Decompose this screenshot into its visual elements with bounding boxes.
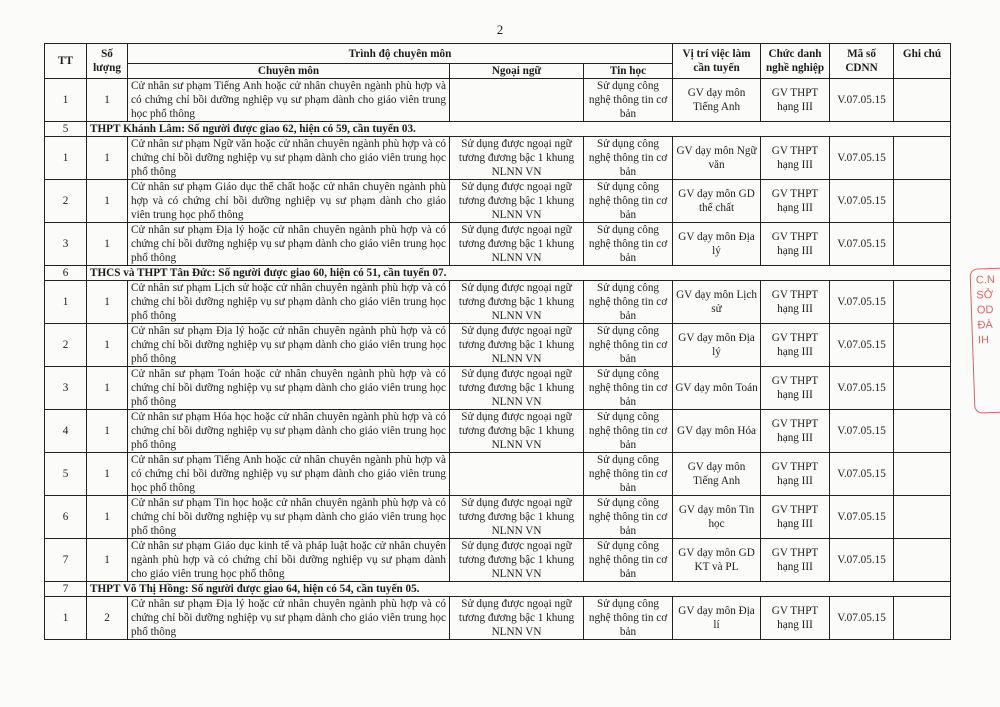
cell-so-luong: 1 [87,137,128,180]
cell-ngoai-ngu: Sử dụng được ngoại ngữ tương đương bậc 1 khung NLNN VN [450,223,584,266]
cell-tt: 3 [45,223,87,266]
cell-vi-tri: GV dạy môn GD thể chất [673,180,761,223]
cell-tin-hoc: Sử dụng công nghệ thông tin cơ bản [584,367,673,410]
cell-ngoai-ngu: Sử dụng được ngoại ngữ tương đương bậc 1 khung NLNN VN [450,367,584,410]
cell-ngoai-ngu: Sử dụng được ngoại ngữ tương đương bậc 1 khung NLNN VN [450,539,584,582]
cell-tin-hoc: Sử dụng công nghệ thông tin cơ bản [584,137,673,180]
cell-tt: 7 [45,539,87,582]
cell-vi-tri: GV dạy môn Tin học [673,496,761,539]
cell-chuc-danh: GV THPT hạng III [761,223,830,266]
cell-tt: 1 [45,281,87,324]
cell-so-luong: 1 [87,453,128,496]
cell-ngoai-ngu: Sử dụng được ngoại ngữ tương đương bậc 1 khung NLNN VN [450,496,584,539]
cell-chuc-danh: GV THPT hạng III [761,453,830,496]
cell-ma-so: V.07.05.15 [830,180,894,223]
cell-tin-hoc: Sử dụng công nghệ thông tin cơ bản [584,453,673,496]
cell-tt: 5 [45,453,87,496]
cell-chuyen-mon: Cử nhân sư phạm Ngữ văn hoặc cử nhân chuyên ngành phù hợp và có chứng chỉ bồi dưỡng nghiệp vụ sư phạm dành cho giáo viên trung học phổ thông [128,137,450,180]
section-title: THPT Khánh Lâm: Số người được giao 62, hiện có 59, cần tuyển 03. [87,122,951,137]
cell-chuyen-mon: Cử nhân sư phạm Địa lý hoặc cử nhân chuyên ngành phù hợp và có chứng chỉ bồi dưỡng nghiệp vụ sư phạm dành cho giáo viên trung học phổ thông [128,597,450,640]
cell-vi-tri: GV dạy môn Tiếng Anh [673,79,761,122]
cell-tin-hoc: Sử dụng công nghệ thông tin cơ bản [584,324,673,367]
cell-chuc-danh: GV THPT hạng III [761,597,830,640]
cell-chuyen-mon: Cử nhân sư phạm Địa lý hoặc cử nhân chuyên ngành phù hợp và có chứng chỉ bồi dưỡng nghiệp vụ sư phạm dành cho giáo viên trung học phổ thông [128,324,450,367]
cell-so-luong: 1 [87,496,128,539]
cell-ma-so: V.07.05.15 [830,496,894,539]
header-chuc-danh: Chức danh nghề nghiệp [761,44,830,79]
cell-so-luong: 1 [87,79,128,122]
cell-chuyen-mon: Cử nhân sư phạm Hóa học hoặc cử nhân chuyên ngành phù hợp và có chứng chỉ bồi dưỡng nghiệp vụ sư phạm dành cho giáo viên trung học phổ thông [128,410,450,453]
header-ghi-chu: Ghi chú [894,44,951,79]
header-tin-hoc: Tin học [584,64,673,79]
cell-chuc-danh: GV THPT hạng III [761,281,830,324]
cell-so-luong: 1 [87,367,128,410]
cell-chuyen-mon: Cử nhân sư phạm Địa lý hoặc cử nhân chuyên ngành phù hợp và có chứng chỉ bồi dưỡng nghiệp vụ sư phạm dành cho giáo viên trung học phổ thông [128,223,450,266]
header-vi-tri: Vị trí việc làm cần tuyển [673,44,761,79]
cell-ngoai-ngu: Sử dụng được ngoại ngữ tương đương bậc 1 khung NLNN VN [450,137,584,180]
header-ma-so: Mã số CDNN [830,44,894,79]
section-row [45,582,951,597]
cell-ghi-chu [894,180,951,223]
cell-ma-so: V.07.05.15 [830,79,894,122]
cell-tt: 1 [45,79,87,122]
cell-ghi-chu [894,496,951,539]
cell-ngoai-ngu: Sử dụng được ngoại ngữ tương đương bậc 1 khung NLNN VN [450,410,584,453]
cell-ma-so: V.07.05.15 [830,453,894,496]
cell-ghi-chu [894,410,951,453]
cell-ma-so: V.07.05.15 [830,410,894,453]
cell-ma-so: V.07.05.15 [830,597,894,640]
cell-so-luong: 1 [87,180,128,223]
cell-vi-tri: GV dạy môn Lịch sử [673,281,761,324]
cell-tt: 1 [45,597,87,640]
cell-chuyen-mon: Cử nhân sư phạm Toán hoặc cử nhân chuyên ngành phù hợp và có chứng chỉ bồi dưỡng nghiệp vụ sư phạm dành cho giáo viên trung học phổ thông [128,367,450,410]
cell-vi-tri: GV dạy môn Địa lý [673,324,761,367]
cell-tin-hoc: Sử dụng công nghệ thông tin cơ bản [584,79,673,122]
cell-ngoai-ngu: Sử dụng được ngoại ngữ tương đương bậc 1 khung NLNN VN [450,180,584,223]
cell-chuyen-mon: Cử nhân sư phạm Giáo dục thể chất hoặc cử nhân chuyên ngành phù hợp và có chứng chỉ bồi dưỡng nghiệp vụ sư phạm dành cho giáo viên trung học phổ thông [128,180,450,223]
table-row [45,79,951,122]
cell-so-luong: 1 [87,539,128,582]
cell-ghi-chu [894,597,951,640]
cell-vi-tri: GV dạy môn Địa lí [673,597,761,640]
cell-tin-hoc: Sử dụng công nghệ thông tin cơ bản [584,496,673,539]
section-title: THPT Võ Thị Hồng: Số người được giao 64, hiện có 54, cần tuyển 05. [87,582,951,597]
cell-ngoai-ngu: Sử dụng được ngoại ngữ tương đương bậc 1 khung NLNN VN [450,597,584,640]
cell-chuc-danh: GV THPT hạng III [761,137,830,180]
cell-tt: 2 [45,324,87,367]
section-row [45,122,951,137]
cell-tt: 2 [45,180,87,223]
header-ngoai-ngu: Ngoại ngữ [450,64,584,79]
section-number: 6 [45,266,87,281]
table-row [45,324,951,367]
table-row [45,223,951,266]
cell-ma-so: V.07.05.15 [830,281,894,324]
cell-chuyen-mon: Cử nhân sư phạm Lịch sử hoặc cử nhân chuyên ngành phù hợp và có chứng chỉ bồi dưỡng nghiệp vụ sư phạm dành cho giáo viên trung học phổ thông [128,281,450,324]
cell-so-luong: 1 [87,223,128,266]
cell-chuyen-mon: Cử nhân sư phạm Giáo dục kinh tế và pháp luật hoặc cử nhân chuyên ngành phù hợp và có chứng chỉ bồi dưỡng nghiệp vụ sư phạm dành cho giáo viên trung học phổ thông [128,539,450,582]
header-so-luong: Số lượng [87,44,128,79]
cell-chuc-danh: GV THPT hạng III [761,539,830,582]
cell-chuyen-mon: Cử nhân sư phạm Tiếng Anh hoặc cử nhân chuyên ngành phù hợp và có chứng chỉ bồi dưỡng nghiệp vụ sư phạm dành cho giáo viên trung học phổ thông [128,453,450,496]
cell-tin-hoc: Sử dụng công nghệ thông tin cơ bản [584,223,673,266]
cell-ghi-chu [894,281,951,324]
cell-ghi-chu [894,79,951,122]
cell-ma-so: V.07.05.15 [830,367,894,410]
red-stamp: C.N SỞ OD ĐÀ IH [969,267,1000,413]
table-row [45,496,951,539]
table-row [45,281,951,324]
cell-so-luong: 2 [87,597,128,640]
table-row [45,180,951,223]
cell-tt: 3 [45,367,87,410]
cell-chuc-danh: GV THPT hạng III [761,79,830,122]
section-row [45,266,951,281]
table-row [45,539,951,582]
cell-ma-so: V.07.05.15 [830,223,894,266]
table-row [45,367,951,410]
cell-vi-tri: GV dạy môn Ngữ văn [673,137,761,180]
recruitment-table [44,43,951,640]
cell-vi-tri: GV dạy môn GD KT và PL [673,539,761,582]
cell-so-luong: 1 [87,410,128,453]
table-row [45,597,951,640]
section-title: THCS và THPT Tân Đức: Số người được giao 60, hiện có 51, cần tuyển 07. [87,266,951,281]
cell-ngoai-ngu [450,453,584,496]
cell-ghi-chu [894,137,951,180]
cell-vi-tri: GV dạy môn Tiếng Anh [673,453,761,496]
cell-chuc-danh: GV THPT hạng III [761,324,830,367]
cell-chuc-danh: GV THPT hạng III [761,367,830,410]
section-number: 5 [45,122,87,137]
cell-chuyen-mon: Cử nhân sư phạm Tiếng Anh hoặc cử nhân chuyên ngành phù hợp và có chứng chỉ bồi dưỡng nghiệp vụ sư phạm dành cho giáo viên trung học phổ thông [128,79,450,122]
cell-chuc-danh: GV THPT hạng III [761,496,830,539]
cell-tt: 4 [45,410,87,453]
cell-tin-hoc: Sử dụng công nghệ thông tin cơ bản [584,597,673,640]
cell-ngoai-ngu [450,79,584,122]
cell-chuyen-mon: Cử nhân sư phạm Tin học hoặc cử nhân chuyên ngành phù hợp và có chứng chỉ bồi dưỡng nghiệp vụ sư phạm dành cho giáo viên trung học phổ thông [128,496,450,539]
cell-vi-tri: GV dạy môn Địa lý [673,223,761,266]
header-trinh-do: Trình độ chuyên môn [128,44,673,64]
cell-ghi-chu [894,223,951,266]
cell-tt: 6 [45,496,87,539]
table-row [45,410,951,453]
cell-vi-tri: GV dạy môn Toán [673,367,761,410]
cell-ngoai-ngu: Sử dụng được ngoại ngữ tương đương bậc 1 khung NLNN VN [450,281,584,324]
cell-ma-so: V.07.05.15 [830,324,894,367]
header-chuyen-mon: Chuyên môn [128,64,450,79]
cell-tt: 1 [45,137,87,180]
cell-tin-hoc: Sử dụng công nghệ thông tin cơ bản [584,281,673,324]
cell-ghi-chu [894,367,951,410]
cell-tin-hoc: Sử dụng công nghệ thông tin cơ bản [584,180,673,223]
cell-tin-hoc: Sử dụng công nghệ thông tin cơ bản [584,410,673,453]
cell-ngoai-ngu: Sử dụng được ngoại ngữ tương đương bậc 1 khung NLNN VN [450,324,584,367]
cell-ghi-chu [894,453,951,496]
cell-vi-tri: GV dạy môn Hóa [673,410,761,453]
cell-tin-hoc: Sử dụng công nghệ thông tin cơ bản [584,539,673,582]
cell-so-luong: 1 [87,281,128,324]
table-body [45,79,951,640]
cell-ghi-chu [894,539,951,582]
cell-so-luong: 1 [87,324,128,367]
cell-ma-so: V.07.05.15 [830,137,894,180]
page-number: 2 [496,22,504,37]
section-number: 7 [45,582,87,597]
header-tt: TT [45,44,87,79]
cell-ma-so: V.07.05.15 [830,539,894,582]
table-row [45,453,951,496]
cell-ghi-chu [894,324,951,367]
cell-chuc-danh: GV THPT hạng III [761,180,830,223]
cell-chuc-danh: GV THPT hạng III [761,410,830,453]
table-row [45,137,951,180]
